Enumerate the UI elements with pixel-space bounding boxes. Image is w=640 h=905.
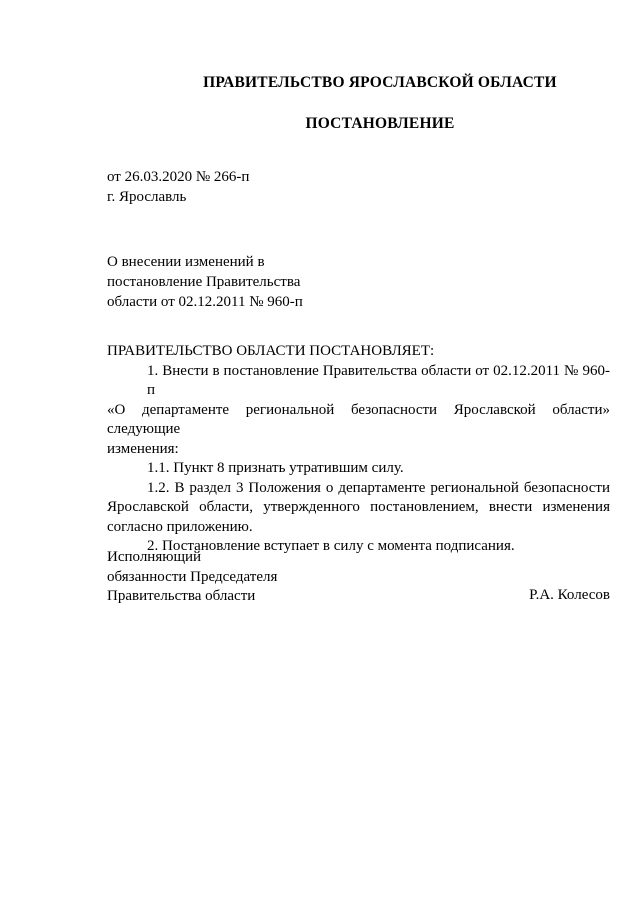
document-meta	[107, 167, 249, 207]
document-city: г. Ярославль	[107, 189, 187, 205]
signatory-position-line-1: Исполняющий	[107, 549, 202, 565]
signatory-position-line-2: обязанности Председателя	[107, 568, 278, 585]
clause-1-2-line-2: Ярославской области, утвержденного постановлением, внести изменения	[107, 499, 610, 515]
document-body	[107, 342, 610, 557]
document-authority-title: ПРАВИТЕЛЬСТВО ЯРОСЛАВСКОЙ ОБЛАСТИ	[203, 74, 557, 91]
document-type-title: ПОСТАНОВЛЕНИЕ	[305, 115, 455, 132]
subject-line-1: О внесении изменений в	[107, 254, 265, 270]
body-preamble: ПРАВИТЕЛЬСТВО ОБЛАСТИ ПОСТАНОВЛЯЕТ:	[107, 343, 435, 359]
subject-line-3: области от 02.12.2011 № 960-п	[107, 294, 303, 310]
signatory-position-line-3: Правительства области	[107, 588, 256, 604]
signatory-name: Р.А. Колесов	[529, 587, 610, 603]
clause-1-1: 1.1. Пункт 8 признать утратившим силу.	[147, 460, 404, 476]
subject-line-2: постановление Правительства	[107, 274, 301, 290]
clause-1-line-2: «О департаменте региональной безопасности Ярославской области» следующие	[107, 401, 610, 437]
clause-1-2-line-3: согласно приложению.	[107, 518, 253, 535]
document-subject	[107, 252, 303, 312]
clause-1-line-3: изменения:	[107, 440, 179, 457]
signatory-position	[107, 548, 277, 607]
clause-1-2-line-1: 1.2. В раздел 3 Положения о департаменте региональной безопасности	[147, 479, 610, 496]
clause-1-line-1: 1. Внести в постановление Правительства области от 02.12.2011 № 960-п	[147, 362, 610, 398]
document-date-number: от 26.03.2020 № 266-п	[107, 169, 250, 185]
clause-2: 2. Постановление вступает в силу с момента подписания.	[147, 538, 515, 554]
